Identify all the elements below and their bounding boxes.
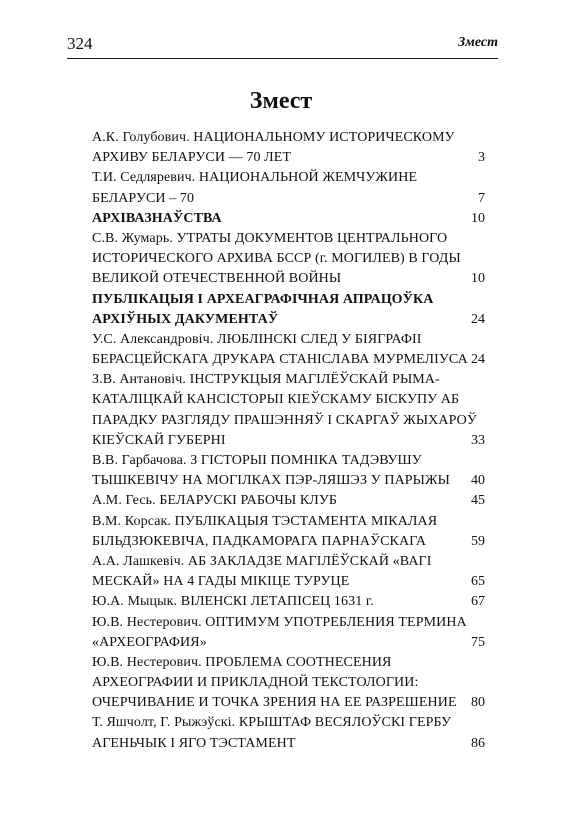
toc-entry-line: МЕСКАЙ» НА 4 ГАДЫ МІКІЦЕ ТУРУЦЕ xyxy=(92,574,350,590)
toc-entry-line: АГЕНЬЧЫК І ЯГО ТЭСТАМЕНТ xyxy=(92,735,296,751)
toc-page-number: 24 xyxy=(471,311,485,327)
toc-section-heading xyxy=(92,209,493,229)
toc-entry-line: ПУБЛІКАЦЫЯ І АРХЕАГРАФІЧНАЯ АПРАЦОЎКА xyxy=(92,291,434,307)
toc-entry-line: У.С. Александровіч. ЛЮБЛІНСКІ СЛЕД У БІЯГРАФІІ xyxy=(92,331,422,347)
toc-page-number: 7 xyxy=(478,190,485,206)
toc-entry-line: Ю.В. Нестерович. ПРОБЛЕМА СООТНЕСЕНИЯ xyxy=(92,654,392,670)
toc-entry-line: Ю.В. Нестерович. ОПТИМУМ УПОТРЕБЛЕНИЯ ТЕРМИНА xyxy=(92,614,467,630)
toc-page-number: 40 xyxy=(471,473,485,489)
toc-entry-line: КІЕЎСКАЙ ГУБЕРНІ xyxy=(92,432,226,448)
toc-page-number: 10 xyxy=(471,210,485,226)
toc-page-number: 75 xyxy=(471,634,485,650)
toc-entry-line: А.А. Лашкевіч. АБ ЗАКЛАДЗЕ МАГІЛЁЎСКАЙ «ВАГІ xyxy=(92,553,432,569)
toc-section-heading xyxy=(92,290,493,330)
toc-entry-line: ПАРАДКУ РАЗГЛЯДУ ПРАШЭННЯЎ І СКАРГАЎ ЖЫХАРОЎ xyxy=(92,412,477,428)
toc-entry-line: А.М. Гесь. БЕЛАРУСКІ РАБОЧЫ КЛУБ xyxy=(92,493,338,509)
header-rule xyxy=(67,58,498,59)
toc-page-number: 45 xyxy=(471,493,485,509)
toc-page-number: 86 xyxy=(471,735,485,751)
toc-entry-line: БЕРАСЦЕЙСКАГА ДРУКАРА СТАНІСЛАВА МУРМЕЛІУСА xyxy=(92,352,468,368)
toc-entry-line: ВЕЛИКОЙ ОТЕЧЕСТВЕННОЙ ВОЙНЫ xyxy=(92,271,342,287)
table-of-contents xyxy=(92,128,493,754)
toc-page-number: 67 xyxy=(471,594,485,610)
toc-entry-line: АРХІВАЗНАЎСТВА xyxy=(92,210,222,226)
toc-entry-line: А.К. Голубович. НАЦИОНАЛЬНОМУ ИСТОРИЧЕСКОМУ xyxy=(92,130,455,145)
toc-entry-line: БЕЛАРУСИ – 70 xyxy=(92,190,195,206)
running-title: Змест xyxy=(458,35,498,50)
toc-entry-line: З.В. Антановіч. ІНСТРУКЦЫЯ МАГІЛЁЎСКАЙ РЫМА- xyxy=(92,372,440,388)
toc-entry xyxy=(92,592,493,612)
toc-entry-line: «АРХЕОГРАФИЯ» xyxy=(92,634,207,650)
toc-entry-line: Ю.А. Мыцык. ВІЛЕНСКІ ЛЕТАПІСЕЦ 1631 г. xyxy=(92,594,374,610)
toc-page-number: 10 xyxy=(471,271,485,287)
toc-entry-line: Т.И. Седляревич. НАЦИОНАЛЬНОЙ ЖЕМЧУЖИНЕ xyxy=(92,170,418,186)
toc-page-number: 65 xyxy=(471,574,485,590)
page-header xyxy=(67,34,498,58)
toc-page-number: 3 xyxy=(478,150,485,166)
toc-entry-line: С.В. Жумарь. УТРАТЫ ДОКУМЕНТОВ ЦЕНТРАЛЬНОГО xyxy=(92,230,448,246)
toc-page-number: 80 xyxy=(471,695,485,711)
toc-entry xyxy=(92,168,493,208)
toc-page-number: 24 xyxy=(471,352,485,368)
toc-entry-line: ТЫШКЕВІЧУ НА МОГІЛКАХ ПЭР-ЛЯШЭЗ У ПАРЫЖЫ xyxy=(92,473,450,489)
toc-entry-line: БІЛЬДЗЮКЕВІЧА, ПАДКАМОРАГА ПАРНАЎСКАГА xyxy=(92,533,427,549)
toc-entry-line: АРХЕОГРАФИИ И ПРИКЛАДНОЙ ТЕКСТОЛОГИИ: xyxy=(92,675,419,691)
toc-entry xyxy=(92,330,493,370)
toc-entry xyxy=(92,653,493,714)
toc-entry-line: АРХІЎНЫХ ДАКУМЕНТАЎ xyxy=(92,311,279,327)
toc-entry xyxy=(92,491,493,511)
toc-entry xyxy=(92,613,493,653)
toc-page-number: 59 xyxy=(471,533,485,549)
toc-entry-line: В.М. Корсак. ПУБЛІКАЦЫЯ ТЭСТАМЕНТА МІКАЛАЯ xyxy=(92,513,438,529)
toc-entry xyxy=(92,713,493,753)
toc-entry xyxy=(92,229,493,290)
toc-entry xyxy=(92,451,493,491)
toc-entry xyxy=(92,552,493,592)
page-number: 324 xyxy=(67,34,93,53)
toc-entry-line: ОЧЕРЧИВАНИЕ И ТОЧКА ЗРЕНИЯ НА ЕЕ РАЗРЕШЕНИЕ xyxy=(92,695,457,711)
toc-entry xyxy=(92,512,493,552)
toc-entry xyxy=(92,128,493,168)
toc-entry-line: КАТАЛІЦКАЙ КАНСІСТОРЫІ КІЕЎСКАМУ БІСКУПУ АБ xyxy=(92,392,460,408)
toc-entry-line: В.В. Гарбачова. З ГІСТОРЫІ ПОМНІКА ТАДЭВУШУ xyxy=(92,453,422,468)
toc-entry-line: Т. Яшчолт, Г. Рыжэўскі. КРЫШТАФ ВЕСЯЛОЎСКІ ГЕРБУ xyxy=(92,715,452,731)
page-title: Змест xyxy=(249,88,313,114)
toc-entry-line: АРХИВУ БЕЛАРУСИ — 70 ЛЕТ xyxy=(92,150,292,166)
toc-entry-line: ИСТОРИЧЕСКОГО АРХИВА БССР (г. МОГИЛЕВ) В ГОДЫ xyxy=(92,251,461,267)
toc-page-number: 33 xyxy=(471,432,485,448)
toc-entry xyxy=(92,370,493,451)
